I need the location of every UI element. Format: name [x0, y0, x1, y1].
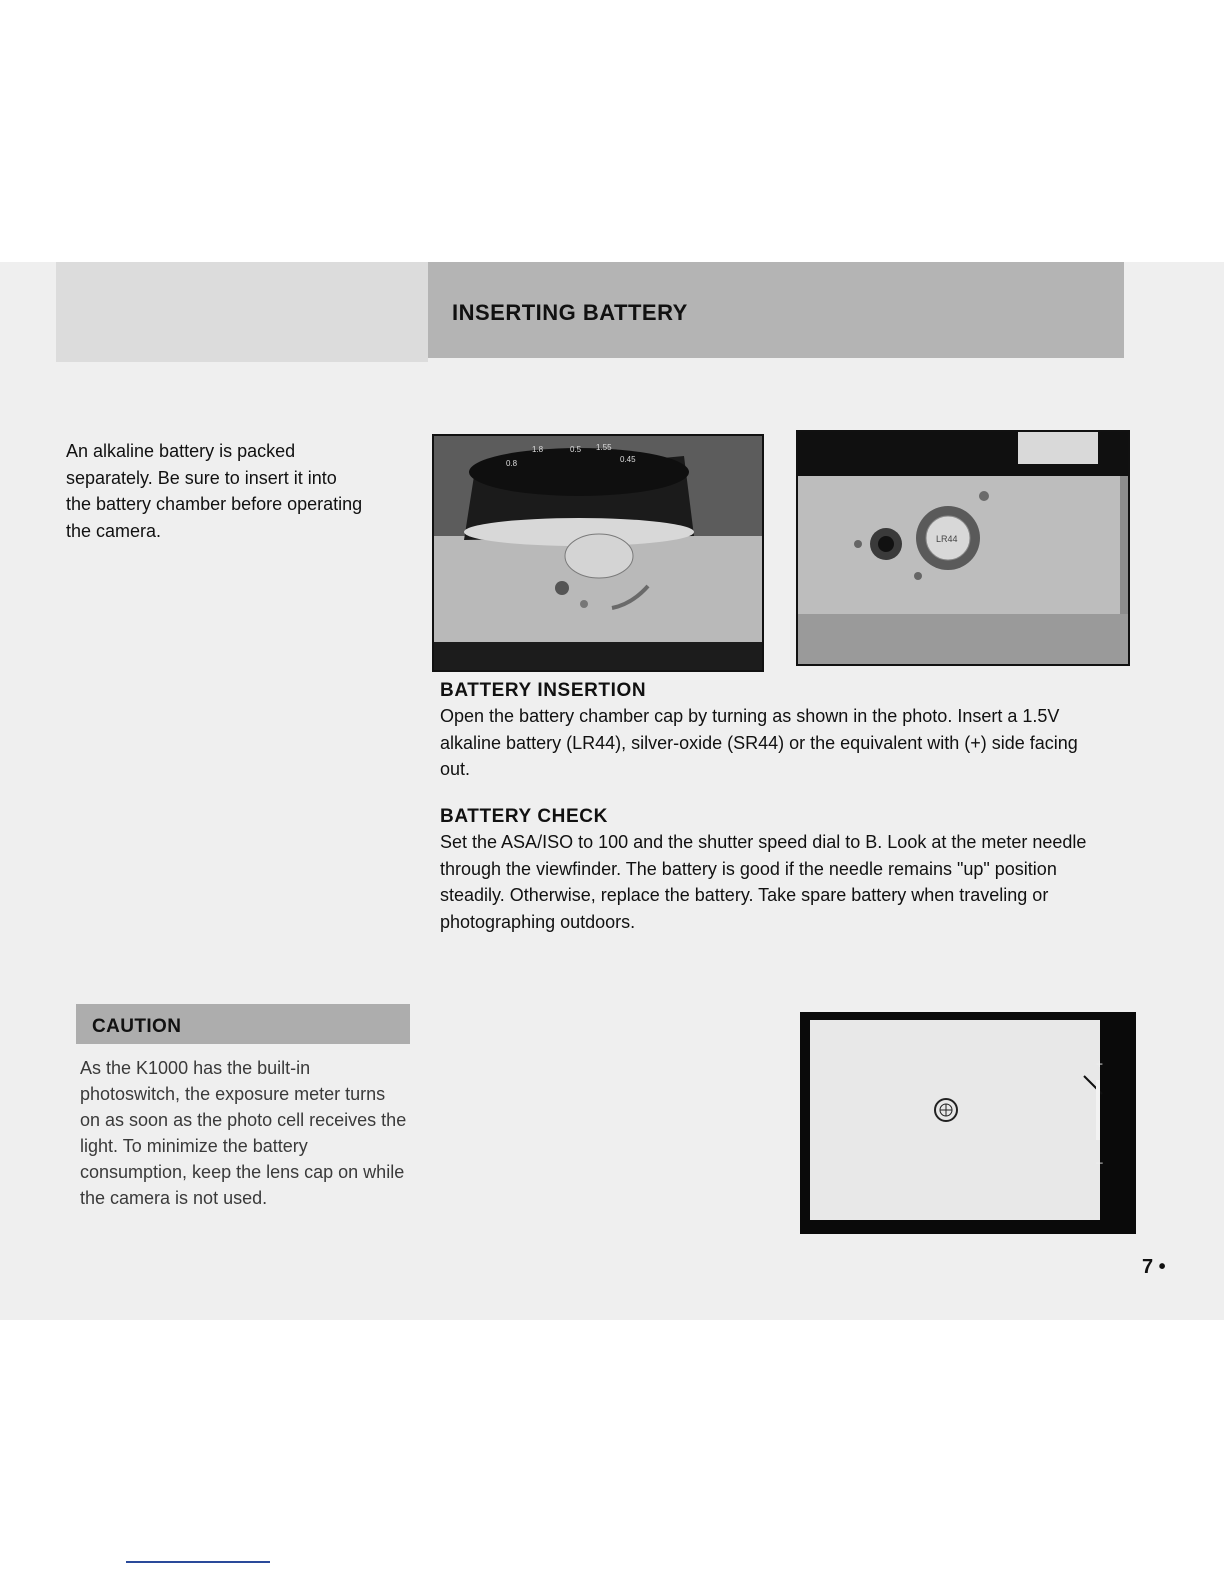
battery-check-heading: BATTERY CHECK [440, 806, 608, 827]
battery-label: LR44 [936, 534, 958, 544]
lens-mark-2: 1.8 [532, 445, 544, 454]
battery-cap-photo [432, 434, 764, 672]
header-left-band [56, 262, 428, 362]
lens-mark-1: 0.8 [506, 459, 518, 468]
meter-minus-mark: – [1096, 1155, 1103, 1169]
page-number: 7 • [1142, 1256, 1166, 1278]
battery-check-text: Set the ASA/ISO to 100 and the shutter speed dial to B. Look at the meter needle through the viewfinder. The battery is good if the needle remains "up" position steadily. Otherwise, replace the battery. Take spare battery when traveling or photographing outdoors. [440, 832, 1087, 932]
page-title: INSERTING BATTERY [452, 300, 688, 325]
battery-insertion-text: Open the battery chamber cap by turning as shown in the photo. Insert a 1.5V alkaline battery (LR44), silver-oxide (SR44) or the equivalent with (+) side facing out. [440, 706, 1078, 779]
caution-text: As the K1000 has the built-in photoswitch, the exposure meter turns on as soon as the photo cell receives the light. To minimize the battery consumption, keep the lens cap on while the camera is not used. [80, 1058, 407, 1208]
intro-paragraph: An alkaline battery is packed separately. Be sure to insert it into the battery chamber before operating the camera. [66, 441, 363, 541]
viewfinder-illustration [800, 1012, 1136, 1234]
battery-chamber-photo [796, 430, 1130, 666]
battery-insertion-heading: BATTERY INSERTION [440, 680, 647, 701]
lens-mark-3: 0.5 [570, 445, 582, 454]
meter-plus-mark: + [1096, 1057, 1104, 1071]
lens-mark-5: 0.45 [620, 455, 636, 464]
footer-rule [126, 1561, 270, 1563]
lens-mark-4: 1.55 [596, 443, 612, 452]
caution-label: CAUTION [92, 1016, 182, 1037]
